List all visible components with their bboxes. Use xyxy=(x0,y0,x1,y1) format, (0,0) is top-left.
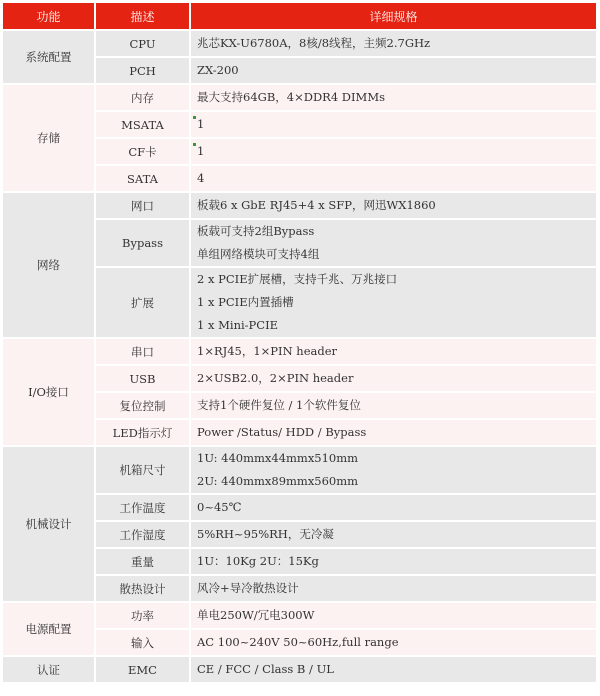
value-cell xyxy=(190,365,597,392)
value-cell xyxy=(190,84,597,111)
desc-cell: Bypass xyxy=(95,219,190,267)
desc-cell: USB xyxy=(95,365,190,392)
category-cell: 网络 xyxy=(3,192,95,338)
table-row xyxy=(3,656,597,683)
desc-cell: 重量 xyxy=(95,548,190,575)
value-line: ZX-200 xyxy=(197,63,239,77)
desc-cell: 散热设计 xyxy=(95,575,190,602)
table-row xyxy=(3,84,597,111)
value-line: 最大支持64GB，4×DDR4 DIMMs xyxy=(197,90,386,104)
header-row xyxy=(3,3,597,30)
value-cell xyxy=(190,656,597,683)
desc-cell: PCH xyxy=(95,57,190,84)
desc-cell: SATA xyxy=(95,165,190,192)
spec-table xyxy=(3,3,598,684)
desc-cell: CPU xyxy=(95,30,190,57)
value-cell xyxy=(190,392,597,419)
value-cell xyxy=(190,30,597,57)
desc-cell: 工作温度 xyxy=(95,494,190,521)
value-cell xyxy=(190,419,597,446)
value-line: 单电250W/冗电300W xyxy=(197,608,315,622)
desc-cell: 输入 xyxy=(95,629,190,656)
header-spec: 详细规格 xyxy=(190,3,597,30)
table-row xyxy=(3,602,597,629)
value-line: 2U: 440mmx89mmx560mm xyxy=(197,474,359,488)
value-line: 兆芯KX-U6780A，8核/8线程，主频2.7GHz xyxy=(197,36,431,50)
value-cell xyxy=(190,57,597,84)
value-cell xyxy=(190,575,597,602)
desc-cell: 网口 xyxy=(95,192,190,219)
category-cell: 存储 xyxy=(3,84,95,192)
value-line: 5%RH~95%RH，无冷凝 xyxy=(197,527,334,541)
desc-cell: 串口 xyxy=(95,338,190,365)
value-line: 单组网络模块可支持4组 xyxy=(197,247,320,261)
table-row xyxy=(3,338,597,365)
category-cell: 系统配置 xyxy=(3,30,95,84)
category-cell: 机械设计 xyxy=(3,446,95,602)
value-line: 2 x PCIE扩展槽，支持千兆、万兆接口 xyxy=(197,272,398,286)
value-line: AC 100~240V 50~60Hz,full range xyxy=(197,635,399,649)
desc-cell: LED指示灯 xyxy=(95,419,190,446)
table-row xyxy=(3,446,597,494)
value-cell xyxy=(190,629,597,656)
value-line: 风冷+导冷散热设计 xyxy=(197,581,299,595)
value-line: 1×RJ45，1×PIN header xyxy=(197,344,338,358)
desc-cell: 内存 xyxy=(95,84,190,111)
value-cell xyxy=(190,267,597,338)
value-line: 支持1个硬件复位 / 1个软件复位 xyxy=(197,398,361,412)
value-line: 0~45℃ xyxy=(197,500,242,514)
table-row xyxy=(3,30,597,57)
value-cell xyxy=(190,338,597,365)
value-line: 2×USB2.0，2×PIN header xyxy=(197,371,354,385)
value-line: 1U：10Kg 2U：15Kg xyxy=(197,554,319,568)
table-row xyxy=(3,192,597,219)
header-desc: 描述 xyxy=(95,3,190,30)
value-cell xyxy=(190,548,597,575)
value-line: Power /Status/ HDD / Bypass xyxy=(197,425,367,439)
value-cell xyxy=(190,165,597,192)
desc-cell: 工作湿度 xyxy=(95,521,190,548)
header-func: 功能 xyxy=(3,3,95,30)
value-line: 1 x PCIE内置插槽 xyxy=(197,295,294,309)
value-line: CE / FCC / Class B / UL xyxy=(197,662,334,676)
category-cell: 电源配置 xyxy=(3,602,95,656)
value-line: 1 xyxy=(197,117,205,131)
desc-cell: MSATA xyxy=(95,111,190,138)
desc-cell: 功率 xyxy=(95,602,190,629)
desc-cell: 扩展 xyxy=(95,267,190,338)
value-line: 板载6 x GbE RJ45+4 x SFP，网迅WX1860 xyxy=(197,198,436,212)
value-line: 1U: 440mmx44mmx510mm xyxy=(197,451,359,465)
desc-cell: EMC xyxy=(95,656,190,683)
desc-cell: 复位控制 xyxy=(95,392,190,419)
value-line: 1 xyxy=(197,144,205,158)
category-cell: 认证 xyxy=(3,656,95,683)
value-cell xyxy=(190,446,597,494)
category-cell: I/O接口 xyxy=(3,338,95,446)
value-cell xyxy=(190,602,597,629)
desc-cell: 机箱尺寸 xyxy=(95,446,190,494)
value-cell xyxy=(190,138,597,165)
value-cell xyxy=(190,521,597,548)
value-cell xyxy=(190,494,597,521)
value-line: 板载可支持2组Bypass xyxy=(197,224,315,238)
value-cell xyxy=(190,219,597,267)
value-line: 1 x Mini-PCIE xyxy=(197,318,279,332)
value-cell xyxy=(190,111,597,138)
value-line: 4 xyxy=(197,171,205,185)
desc-cell: CF卡 xyxy=(95,138,190,165)
value-cell xyxy=(190,192,597,219)
